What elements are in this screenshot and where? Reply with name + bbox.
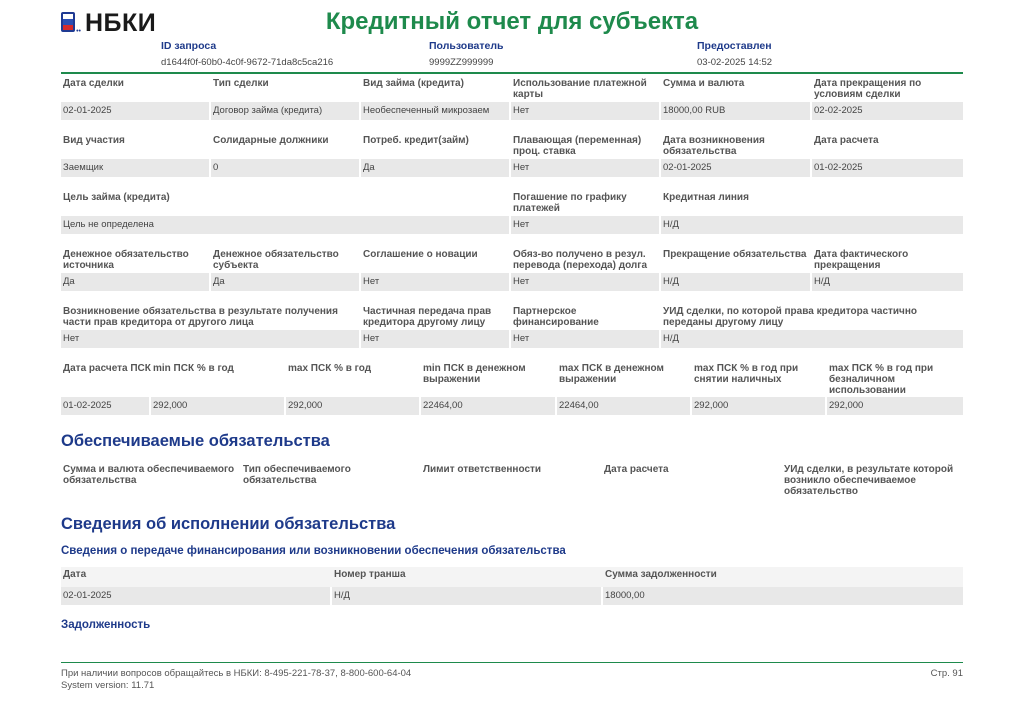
field-value: Договор займа (кредита) (211, 102, 361, 120)
subsection-title-financing: Сведения о передаче финансирования или возникновении обеспечения обязательства (61, 545, 566, 557)
field-label: Вид участия (63, 135, 125, 146)
participation-block (61, 133, 963, 177)
field-label: Кредитная линия (663, 192, 749, 203)
field-value: Да (361, 159, 511, 177)
field-value: Заемщик (61, 159, 211, 177)
field-value: Нет (361, 330, 511, 348)
field-label: max ПСК в денежном выражении (559, 363, 664, 385)
field-value: 0 (211, 159, 361, 177)
field-label: Возникновение обязательства в результате получения части прав кредитора от другого лица (63, 306, 338, 328)
field-label: Погашение по графику платежей (513, 192, 627, 214)
field-value: 22464,00 (557, 397, 692, 415)
footer-divider (61, 662, 963, 663)
field-label: УИд сделки, в результате которой возникло обеспечиваемое обязательство (784, 464, 954, 497)
field-label: Сумма задолженности (605, 569, 717, 580)
obligation-block (61, 247, 963, 291)
loan-purpose-block (61, 190, 963, 234)
field-value: Нет (511, 159, 661, 177)
page-number: Стр. 91 (930, 668, 963, 679)
field-label: Дата расчета (814, 135, 879, 146)
field-label: Плавающая (переменная) проц. ставка (513, 135, 642, 157)
section-title-secured: Обеспечиваемые обязательства (61, 432, 330, 450)
field-value: Нет (511, 216, 661, 234)
field-label: max ПСК % в год (288, 363, 372, 374)
field-value: Необеспеченный микрозаем (361, 102, 511, 120)
meta-user (429, 40, 503, 68)
footer-version: System version: 11.71 (61, 680, 155, 691)
field-label: Лимит ответственности (423, 464, 542, 475)
field-value: 02-02-2025 (814, 105, 863, 116)
meta-value: 03-02-2025 14:52 (697, 57, 773, 68)
meta-value: 9999ZZ999999 (429, 57, 494, 68)
header-divider (61, 72, 963, 74)
rights-transfer-block (61, 304, 963, 348)
field-value: 02-01-2025 (61, 587, 332, 605)
field-label: Обяз-во получено в резул. перевода (перехода) долга (513, 249, 648, 271)
field-value: Да (61, 273, 211, 291)
section-title-fulfillment: Сведения об исполнении обязательства (61, 515, 396, 533)
field-label: Дата (63, 569, 87, 580)
field-label: Дата сделки (63, 78, 124, 89)
field-label: max ПСК % в год при снятии наличных (694, 363, 799, 385)
field-label: УИД сделки, по которой права кредитора частично переданы другому лицу (663, 306, 918, 328)
field-value: Н/Д (663, 219, 679, 230)
field-label: Денежное обязательство субъекта (213, 249, 339, 271)
field-label: Дата возникновения обязательства (663, 135, 765, 157)
field-label: Тип сделки (213, 78, 269, 89)
secured-block (61, 462, 963, 502)
deal-info-block (61, 76, 963, 120)
meta-label: Пользователь (429, 40, 504, 52)
field-label: Вид займа (кредита) (363, 78, 464, 89)
field-label: min ПСК % в год (153, 363, 234, 374)
field-label: Денежное обязательство источника (63, 249, 189, 271)
field-label: min ПСК в денежном выражении (423, 363, 526, 385)
field-label: Потреб. кредит(займ) (363, 135, 469, 146)
field-value: 18000,00 (605, 590, 645, 601)
field-value: 292,000 (286, 397, 421, 415)
tranche-block (61, 567, 963, 605)
field-value: Н/Д (814, 276, 830, 287)
field-label: Номер транша (334, 569, 406, 580)
field-value: Нет (361, 273, 511, 291)
field-label: Солидарные должники (213, 135, 329, 146)
field-value: Да (211, 273, 361, 291)
field-value: Н/Д (332, 587, 603, 605)
field-label: Использование платежной карты (513, 78, 647, 100)
meta-provided (697, 40, 772, 68)
field-value: Цель не определена (61, 216, 511, 234)
field-label: Дата прекращения по условиям сделки (814, 78, 922, 100)
logo-text: НБКИ (85, 8, 157, 37)
field-label: Частичная передача прав кредитора другому лицу (363, 306, 492, 328)
field-label: Соглашение о новации (363, 249, 478, 260)
field-value: 22464,00 (421, 397, 557, 415)
psk-block (61, 361, 963, 415)
field-label: Цель займа (кредита) (63, 192, 170, 203)
field-value: 02-01-2025 (61, 102, 211, 120)
footer-contact: При наличии вопросов обращайтесь в НБКИ: 8-495-221-78-37, 8-800-600-64-04 (61, 668, 412, 679)
field-label: Тип обеспечиваемого обязательства (243, 464, 351, 486)
field-value: Нет (511, 330, 661, 348)
flag-logo-icon: •• (61, 12, 79, 34)
field-value: Нет (511, 102, 661, 120)
field-label: max ПСК % в год при безналичном использовании (829, 363, 934, 396)
field-value: Нет (61, 330, 361, 348)
meta-label: Предоставлен (697, 40, 772, 52)
field-value: 18000,00 RUB (661, 102, 812, 120)
field-value: 292,000 (692, 397, 827, 415)
subsection-title-debt: Задолженность (61, 619, 151, 631)
field-value: 01-02-2025 (814, 162, 863, 173)
field-value: Н/Д (661, 273, 812, 291)
field-label: Сумма и валюта обеспечиваемого обязательства (63, 464, 235, 486)
field-value: 292,000 (151, 397, 286, 415)
field-label: Дата фактического прекращения (814, 249, 909, 271)
field-value: Н/Д (663, 333, 679, 344)
meta-request-id (161, 40, 333, 68)
meta-value: d1644f0f-60b0-4c0f-9672-71da8c5ca216 (161, 57, 334, 68)
field-value: Нет (511, 273, 661, 291)
field-value: 02-01-2025 (661, 159, 812, 177)
field-value: 292,000 (829, 400, 864, 411)
page-title: Кредитный отчет для субъекта (325, 8, 699, 35)
meta-label: ID запроса (161, 40, 217, 52)
field-label: Дата расчета (604, 464, 669, 475)
field-label: Прекращение обязательства (663, 249, 807, 260)
field-label: Дата расчета ПСК (63, 363, 151, 374)
field-label: Партнерское финансирование (513, 306, 599, 328)
field-value: 01-02-2025 (61, 397, 151, 415)
field-label: Сумма и валюта (663, 78, 745, 89)
